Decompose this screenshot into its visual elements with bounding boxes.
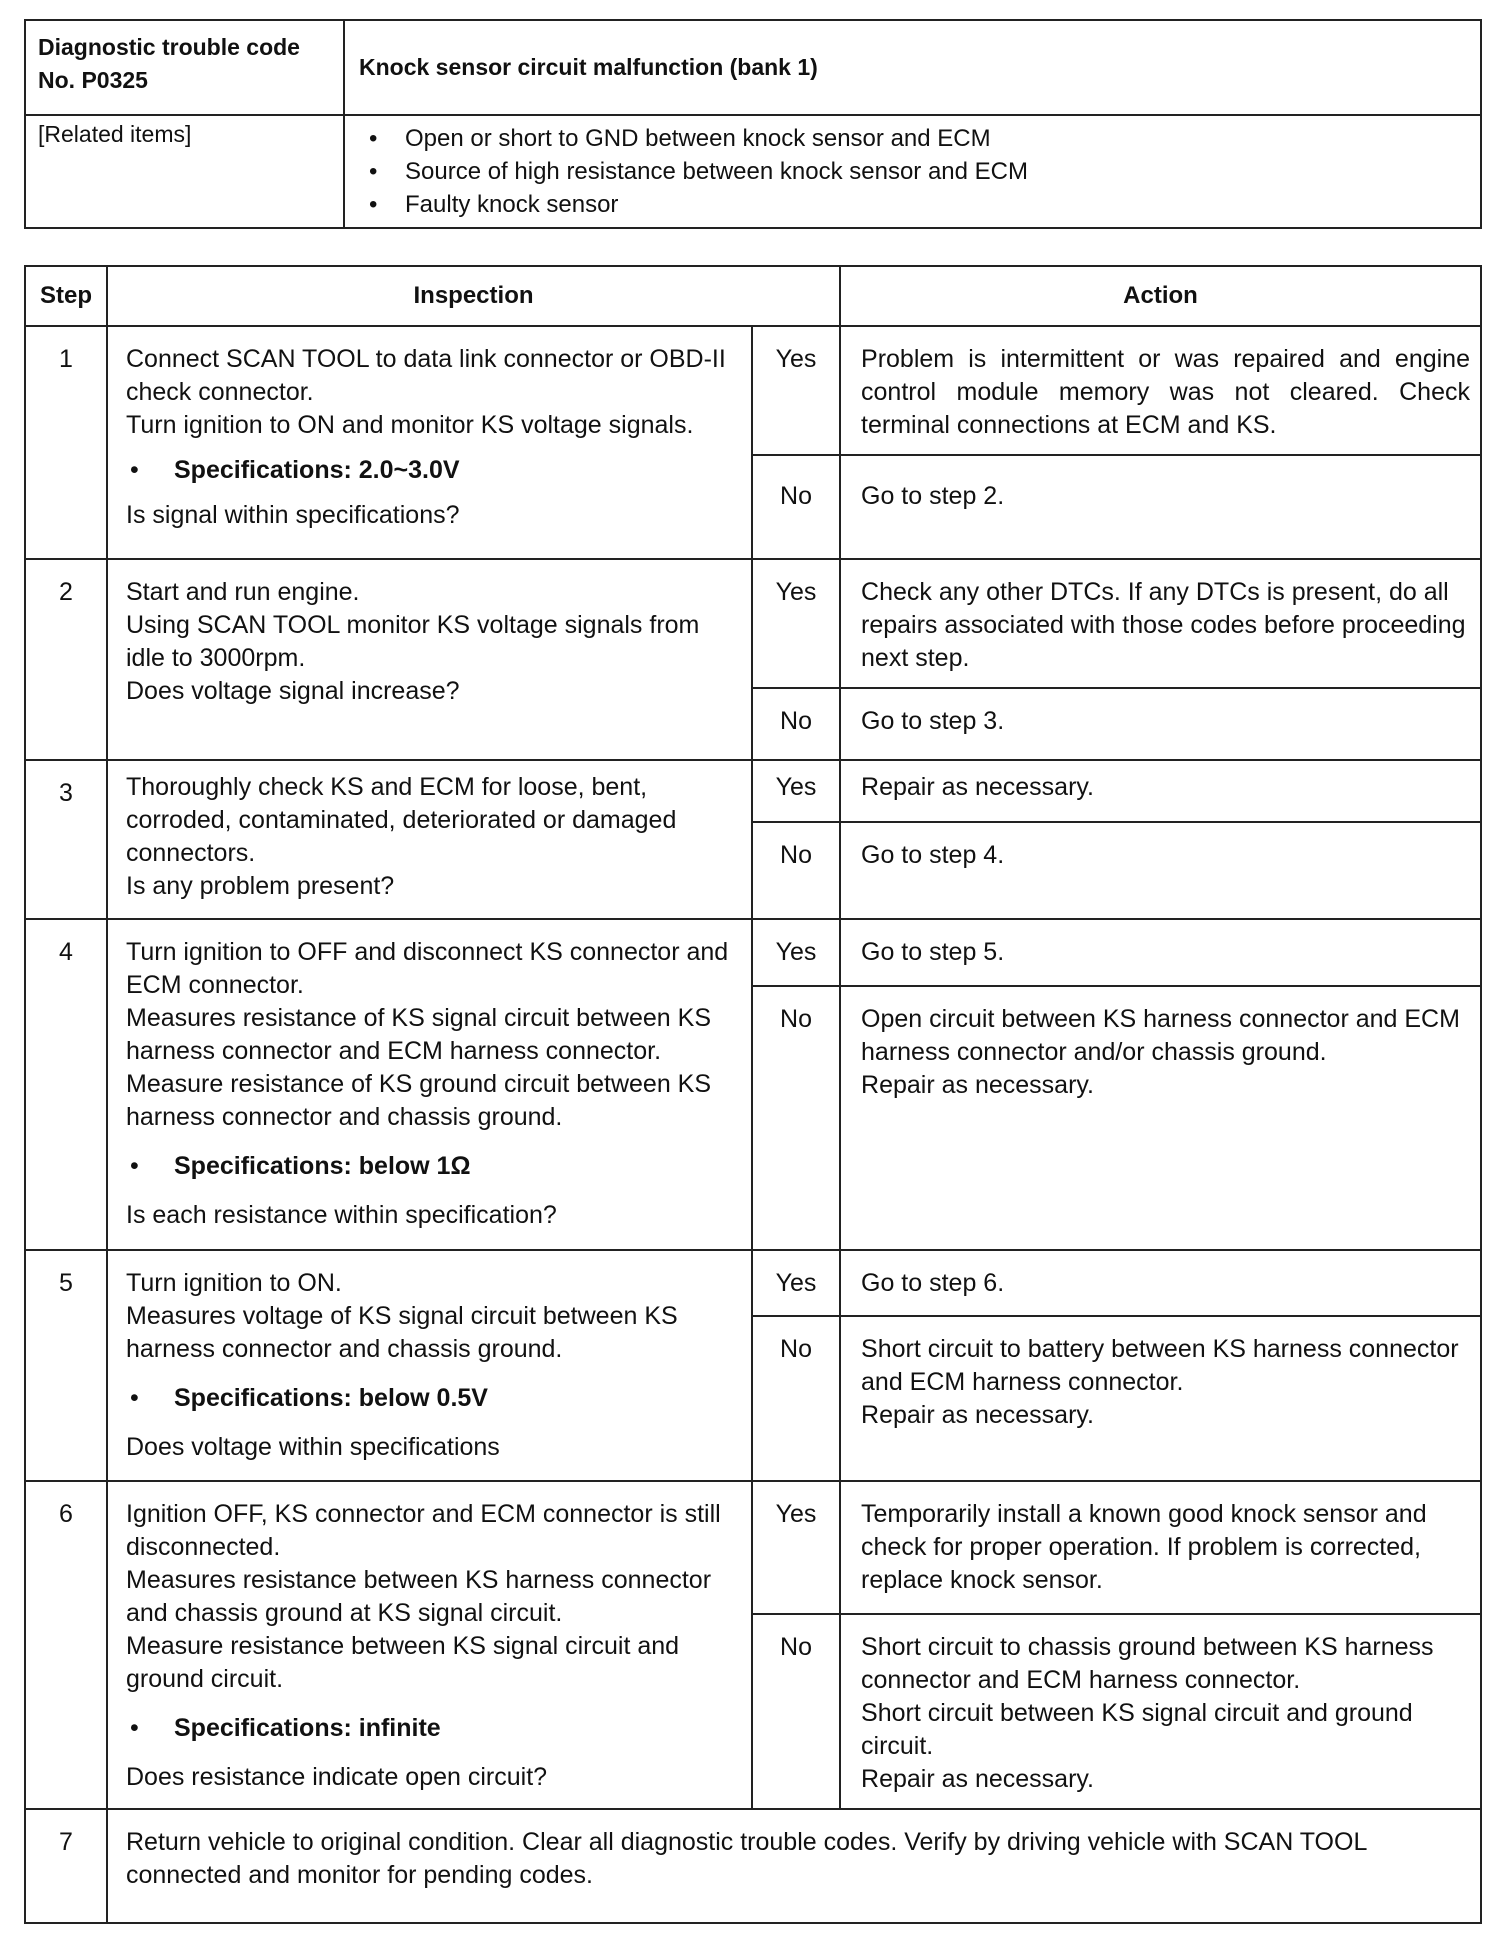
no-label: No — [752, 1614, 840, 1809]
inspection-text: Ignition OFF, KS connector and ECM connector is still disconnected. — [126, 1500, 721, 1561]
inspection-cell — [107, 1250, 752, 1481]
yes-label: Yes — [752, 1481, 840, 1614]
yes-label: Yes — [752, 559, 840, 688]
no-action — [840, 1614, 1481, 1809]
action-column-header: Action — [840, 266, 1481, 326]
inspection-cell — [107, 1481, 752, 1809]
dtc-title: Knock sensor circuit malfunction (bank 1) — [344, 20, 1481, 115]
no-action — [840, 1316, 1481, 1481]
related-item: • Open or short to GND between knock sensor and ECM — [405, 122, 1466, 155]
yes-action: Go to step 6. — [840, 1250, 1481, 1316]
inspection-text: Turn ignition to ON. — [126, 1269, 342, 1297]
related-items-list — [359, 122, 1466, 221]
diagnostic-steps-table — [24, 265, 1482, 1924]
yes-label: Yes — [752, 760, 840, 822]
inspection-cell — [107, 760, 752, 919]
specification: • Specifications: infinite — [126, 1712, 741, 1745]
step-number: 5 — [25, 1250, 107, 1481]
table-row — [25, 1250, 1481, 1316]
step-number: 7 — [25, 1809, 107, 1923]
inspection-cell — [107, 559, 752, 760]
table-row — [25, 760, 1481, 822]
inspection-question: Is each resistance within specification? — [126, 1201, 557, 1229]
related-items-label: [Related items] — [25, 115, 344, 228]
inspection-text: Measures voltage of KS signal circuit between KS harness connector and chassis ground. — [126, 1302, 678, 1363]
inspection-cell — [107, 326, 752, 559]
inspection-question: Does voltage signal increase? — [126, 677, 460, 705]
table-row — [25, 919, 1481, 986]
inspection-question: Does voltage within specifications — [126, 1433, 500, 1461]
dtc-header-table — [24, 19, 1482, 229]
action-text: Short circuit between KS signal circuit and ground circuit. — [861, 1699, 1413, 1760]
action-text: Open circuit between KS harness connector and ECM harness connector and/or chassis ground. — [861, 1005, 1460, 1066]
no-action: Go to step 3. — [840, 688, 1481, 760]
yes-action: Repair as necessary. — [840, 760, 1481, 822]
inspection-cell — [107, 919, 752, 1250]
inspection-question: Does resistance indicate open circuit? — [126, 1763, 548, 1791]
yes-action: Go to step 5. — [840, 919, 1481, 986]
table-row — [25, 326, 1481, 455]
table-header-row — [25, 266, 1481, 326]
step-number: 4 — [25, 919, 107, 1250]
inspection-text: Start and run engine. — [126, 578, 360, 606]
inspection-text: Measure resistance of KS ground circuit between KS harness connector and chassis ground. — [126, 1070, 712, 1131]
action-text: Short circuit to chassis ground between KS harness connector and ECM harness connector. — [861, 1633, 1434, 1694]
no-label: No — [752, 986, 840, 1250]
related-item: • Source of high resistance between knock sensor and ECM — [405, 155, 1466, 188]
inspection-question: Is signal within specifications? — [126, 501, 460, 529]
step-number: 2 — [25, 559, 107, 760]
inspection-text: Measures resistance between KS harness connector and chassis ground at KS signal circuit. — [126, 1566, 712, 1627]
action-text: Repair as necessary. — [861, 1765, 1094, 1793]
step-number: 1 — [25, 326, 107, 559]
yes-action: Temporarily install a known good knock sensor and check for proper operation. If problem is corrected, replace knock sensor. — [840, 1481, 1481, 1614]
related-items-cell — [344, 115, 1481, 228]
related-item: • Faulty knock sensor — [405, 188, 1466, 221]
dtc-code-label: Diagnostic trouble code — [38, 34, 300, 60]
table-row — [25, 1809, 1481, 1923]
yes-action: Check any other DTCs. If any DTCs is present, do all repairs associated with those codes before proceeding next step. — [840, 559, 1481, 688]
dtc-code-number: No. P0325 — [38, 67, 148, 93]
final-step-text: Return vehicle to original condition. Clear all diagnostic trouble codes. Verify by driving vehicle with SCAN TOOL connected and monitor for pending codes. — [107, 1809, 1481, 1923]
step-number: 3 — [25, 760, 107, 919]
table-row — [25, 559, 1481, 688]
no-action: Go to step 4. — [840, 822, 1481, 919]
inspection-text: Using SCAN TOOL monitor KS voltage signals from idle to 3000rpm. — [126, 611, 700, 672]
no-label: No — [752, 455, 840, 559]
yes-label: Yes — [752, 919, 840, 986]
action-text: Repair as necessary. — [861, 1401, 1094, 1429]
inspection-text: Measure resistance between KS signal circuit and ground circuit. — [126, 1632, 680, 1693]
action-text: Short circuit to battery between KS harness connector and ECM harness connector. — [861, 1335, 1459, 1396]
inspection-text: Turn ignition to ON and monitor KS voltage signals. — [126, 411, 694, 439]
specification: • Specifications: below 0.5V — [126, 1382, 741, 1415]
specification: • Specifications: 2.0~3.0V — [126, 454, 741, 487]
dtc-code-cell — [25, 20, 344, 115]
specification: • Specifications: below 1Ω — [126, 1150, 741, 1183]
no-action: Go to step 2. — [840, 455, 1481, 559]
no-label: No — [752, 1316, 840, 1481]
inspection-text: Connect SCAN TOOL to data link connector or OBD-II check connector. — [126, 345, 726, 406]
inspection-text: Turn ignition to OFF and disconnect KS connector and ECM connector. — [126, 938, 729, 999]
inspection-question: Is any problem present? — [126, 872, 395, 900]
yes-label: Yes — [752, 1250, 840, 1316]
inspection-text: Thoroughly check KS and ECM for loose, bent, corroded, contaminated, deteriorated or damaged connectors. — [126, 773, 677, 867]
table-row — [25, 1481, 1481, 1614]
step-number: 6 — [25, 1481, 107, 1809]
yes-label: Yes — [752, 326, 840, 455]
no-action — [840, 986, 1481, 1250]
no-label: No — [752, 688, 840, 760]
step-column-header: Step — [25, 266, 107, 326]
yes-action: Problem is intermittent or was repaired and engine control module memory was not cleared. Check terminal connections at ECM and KS. — [840, 326, 1481, 455]
action-text: Repair as necessary. — [861, 1071, 1094, 1099]
inspection-text: Measures resistance of KS signal circuit between KS harness connector and ECM harness connector. — [126, 1004, 711, 1065]
no-label: No — [752, 822, 840, 919]
inspection-column-header: Inspection — [107, 266, 840, 326]
